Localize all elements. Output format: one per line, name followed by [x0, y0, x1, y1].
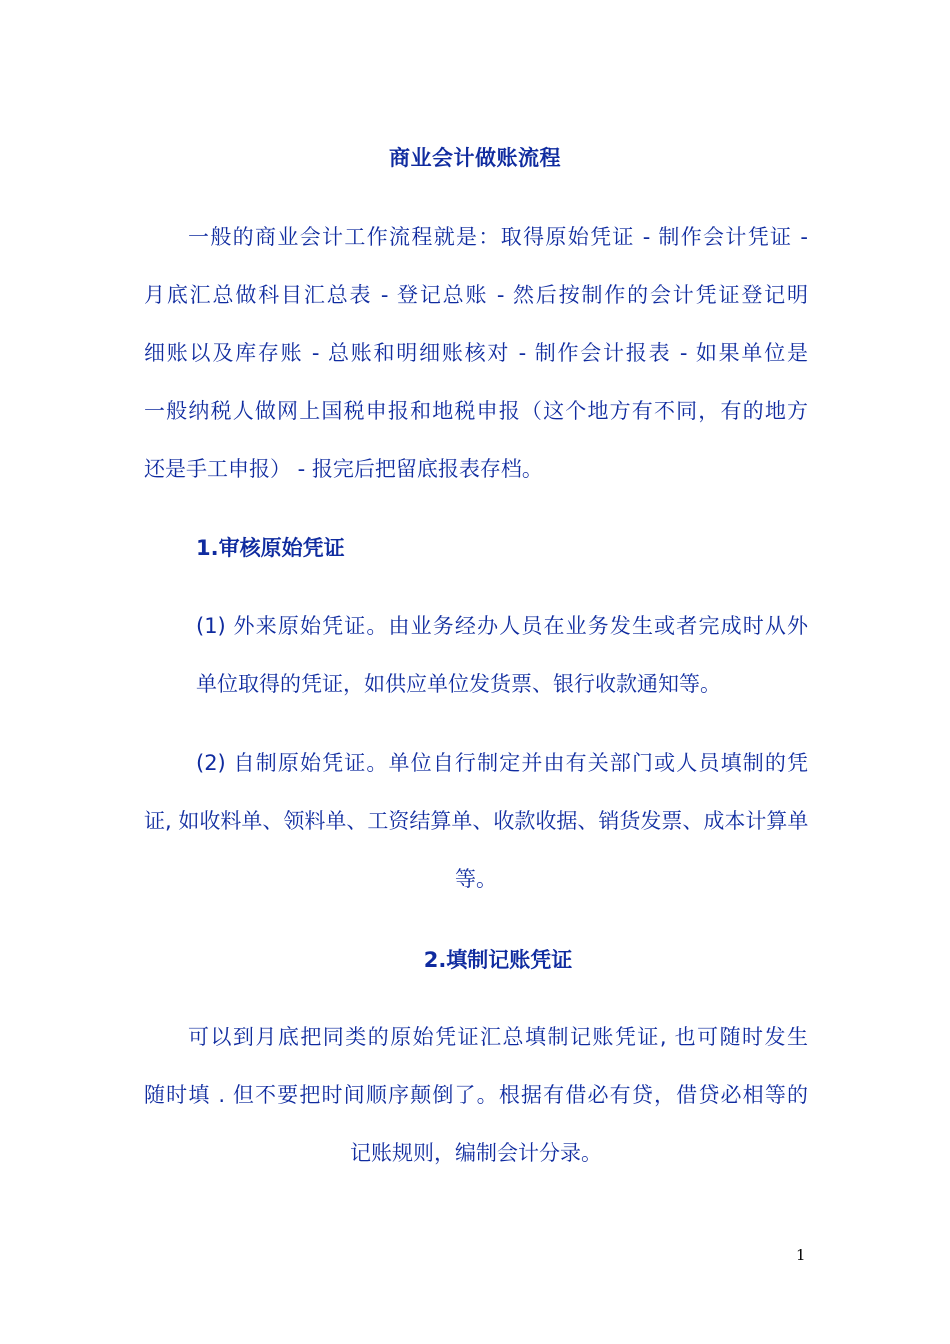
intro-paragraph — [144, 208, 808, 498]
section1-item1-line: 单位取得的凭证，如供应单位发货票、银行收款通知等。 — [196, 672, 721, 696]
intro-line: 还是手工申报） - 报完后把留底报表存档。 — [144, 457, 543, 481]
page-number: 1 — [796, 1246, 806, 1264]
section2-body-line: 随时填 . 但不要把时间顺序颠倒了。根据有借必有贷，借贷必相等的 — [144, 1083, 808, 1107]
document-title: 商业会计做账流程 — [389, 146, 561, 170]
intro-line: 一般纳税人做网上国税申报和地税申报（这个地方有不同，有的地方 — [144, 399, 808, 423]
section1-item2-line: 证, 如收料单、领料单、工资结算单、收款收据、销货发票、成本计算单 — [144, 809, 809, 833]
intro-line: 一般的商业会计工作流程就是：取得原始凭证 - 制作会计凭证 - — [188, 225, 808, 249]
section2-heading: 2.填制记账凭证 — [423, 948, 573, 972]
intro-line: 月底汇总做科目汇总表 - 登记总账 - 然后按制作的会计凭证登记明 — [144, 283, 808, 307]
section1-heading: 1.审核原始凭证 — [196, 536, 345, 560]
section1-item1-line: (1) 外来原始凭证。由业务经办人员在业务发生或者完成时从外 — [196, 614, 808, 638]
intro-line: 细账以及库存账 - 总账和明细账核对 - 制作会计报表 - 如果单位是 — [144, 341, 808, 365]
section1-item1 — [196, 597, 808, 713]
section2-body-line: 记账规则，编制会计分录。 — [350, 1141, 602, 1165]
section2-body — [144, 1008, 808, 1182]
section2-body-line: 可以到月底把同类的原始凭证汇总填制记账凭证, 也可随时发生 — [188, 1025, 808, 1049]
section1-item2-line: (2) 自制原始凭证。单位自行制定并由有关部门或人员填制的凭 — [196, 751, 808, 775]
section1-item2 — [144, 734, 808, 908]
section1-item2-line: 等。 — [455, 867, 497, 891]
